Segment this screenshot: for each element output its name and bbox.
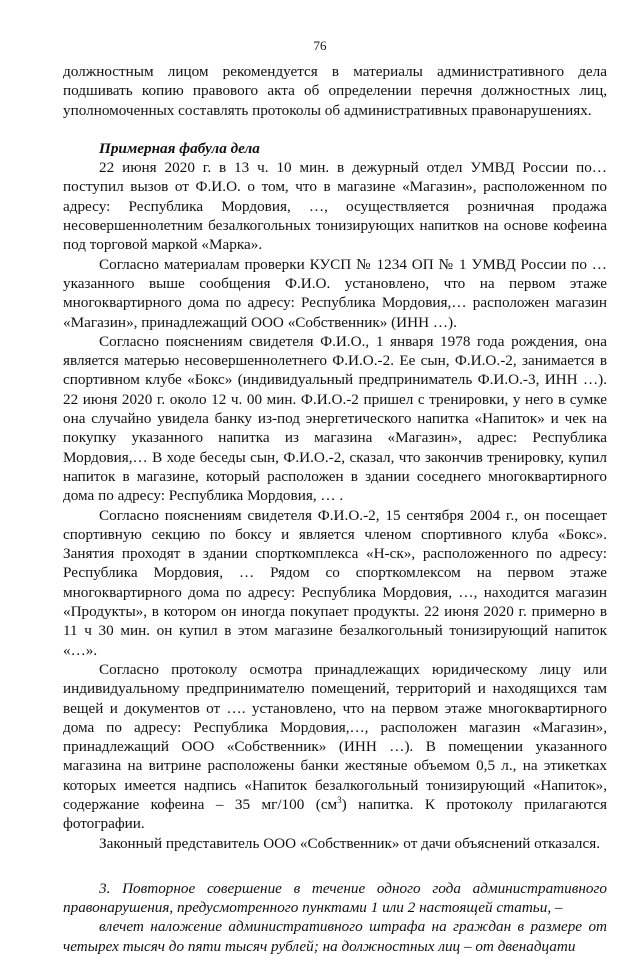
case-paragraph-1: 22 июня 2020 г. в 13 ч. 10 мин. в дежурный отдел УМВД России по… поступил вызов от Ф.И.О. о том, что в магазине «Магазин», расположенном по адресу: Республика Мордовия, …, осуществляется розничная продажа несовершеннолетним безалкогольных тонизирующих напитков на основе кофеина под торговой маркой «Марка». — [63, 159, 607, 254]
page-body — [63, 62, 607, 956]
case-paragraph-5-tail: ) напитка. К протоколу прилагаются фотографии. — [63, 795, 607, 833]
article-part-3: 3. Повторное совершение в течение одного года административного правонарушения, предусмотренного пунктами 1 или 2 настоящей статьи, – — [63, 879, 607, 917]
intro-paragraph: должностным лицом рекомендуется в материалы административного дела подшивать копию правового акта об определении перечня должностных лиц, уполномоченных составлять протоколы об административных правонарушениях. — [63, 63, 607, 119]
superscript-cube: 3 — [337, 794, 342, 805]
case-paragraph-4: Согласно пояснениям свидетеля Ф.И.О.-2, 15 сентября 2004 г., он посещает спортивную секцию по боксу и является членом спортивного клуба «Бокс». Занятия проходят в здании спорткомплекса «Н-ск», расположенного по адресу: Республика Мордовия, … Рядом со спорткомлексом на первом этаже многоквартирного дома по адресу: Республика Мордовия, …, находится магазин «Продукты», в котором он иногда покупает продукты. 22 июня 2020 г. примерно в 11 ч 30 мин. он купил в этом магазине безалкогольный тонизирующий напиток «…». — [63, 506, 607, 659]
case-paragraph-3: Согласно пояснениям свидетеля Ф.И.О., 1 января 1978 года рождения, она является матерью несовершеннолетнего Ф.И.О.-2. Ее сын, Ф.И.О.-2, занимается в спортивном клубе «Бокс» (индивидуальный предприниматель Ф.И.О.-3, ИНН …). 22 июня 2020 г. около 12 ч. 00 мин. Ф.И.О.-2 пришел с тренировки, у него в сумке она случайно увидела банку из-под энергетического напитка «Напиток» и чек на покупку указанного напитка из магазина «Магазин», адрес: Республика Мордовия,… В ходе беседы сын, Ф.И.О.-2, сказал, что закончив тренировку, купил напиток в магазине, который расположен в здании соседнего многоквартирного дома по адресу: Республика Мордовия, … . — [63, 332, 607, 505]
case-paragraph-5-text: Согласно протоколу осмотра принадлежащих юридическому лицу или индивидуальному предпринимателю помещений, территорий и находящихся там вещей и документов от …. установлено, что на первом этаже многоквартирного дома по адресу: Республика Мордовия,…, расположен магазин «Магазин», принадлежащий ООО «Собственник» (ИНН …). В помещении указанного магазина на витрине расположены банки жестяные объемом 0,5 л., на этикетках которых имеется надпись «Напиток безалкогольный тонизирующий «Напиток», содержание кофеина – 35 мг/100 (см — [63, 660, 607, 813]
case-paragraph-6: Законный представитель ООО «Собственник» от дачи объяснений отказался. — [99, 834, 601, 852]
section-heading: Примерная фабула дела — [99, 139, 260, 157]
case-paragraph-5 — [63, 660, 607, 834]
case-paragraph-2: Согласно материалам проверки КУСП № 1234 ОП № 1 УМВД России по … указанного выше сообщения Ф.И.О. установлено, что на первом этаже многоквартирного дома по адресу: Республика Мордовия,… расположен магазин «Магазин», принадлежащий ООО «Собственник» (ИНН …). — [63, 255, 607, 331]
page-number: 76 — [313, 38, 327, 53]
article-part-3-penalty: влечет наложение административного штрафа на граждан в размере от четырех тысяч до пяти тысяч рублей; на должностных лиц – от двенадцати — [63, 918, 607, 955]
